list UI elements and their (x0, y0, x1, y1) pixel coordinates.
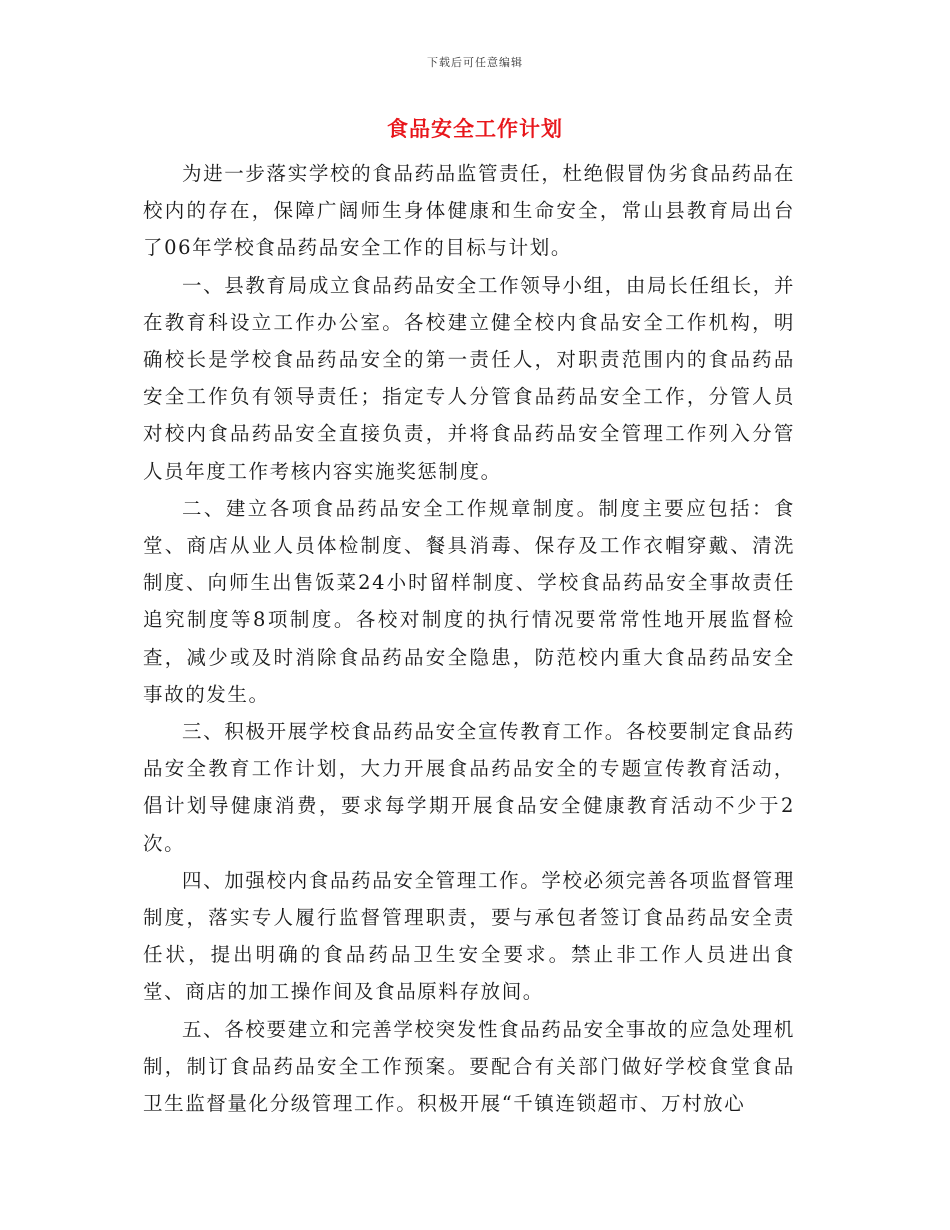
paragraph-intro: 为进一步落实学校的食品药品监管责任，杜绝假冒伪劣食品药品在校内的存在，保障广阔师生身体健康和生命安全，常山县教育局出台了06年学校食品药品安全工作的目标与计划。 (143, 162, 795, 260)
paragraph-item-1: 一、县教育局成立食品药品安全工作领导小组，由局长任组长，并在教育科设立工作办公室。各校建立健全校内食品安全工作机构，明确校长是学校食品药品安全的第一责任人，对职责范围内的食品药品安全工作负有领导责任；指定专人分管食品药品安全工作，分管人员对校内食品药品安全直接负责，并将食品药品安全管理工作列入分管人员年度工作考核内容实施奖惩制度。 (143, 273, 795, 483)
document-body (143, 155, 795, 1122)
paragraph-item-4: 四、加强校内食品药品安全管理工作。学校必须完善各项监督管理制度，落实专人履行监督管理职责，要与承包者签订食品药品安全责任状，提出明确的食品药品卫生安全要求。禁止非工作人员进出食堂、商店的加工操作间及食品原料存放间。 (143, 868, 795, 1004)
paragraph-item-3: 三、积极开展学校食品药品安全宣传教育工作。各校要制定食品药品安全教育工作计划，大力开展食品药品安全的专题宣传教育活动，倡计划导健康消费，要求每学期开展食品安全健康教育活动不少于2次。 (143, 720, 795, 855)
header-note: 下载后可任意编辑 (427, 56, 523, 69)
document-title: 食品安全工作计划 (387, 116, 563, 141)
paragraph-item-5: 五、各校要建立和完善学校突发性食品药品安全事故的应急处理机制，制订食品药品安全工作预案。要配合有关部门做好学校食堂食品卫生监督量化分级管理工作。积极开展“千镇连锁超市、万村放心 (143, 1017, 795, 1116)
paragraph-item-2: 二、建立各项食品药品安全工作规章制度。制度主要应包括：食堂、商店从业人员体检制度、餐具消毒、保存及工作衣帽穿戴、清洗制度、向师生出售饭菜24小时留样制度、学校食品药品安全事故责任追究制度等8项制度。各校对制度的执行情况要常常性地开展监督检查，减少或及时消除食品药品安全隐患，防范校内重大食品药品安全事故的发生。 (143, 496, 795, 706)
